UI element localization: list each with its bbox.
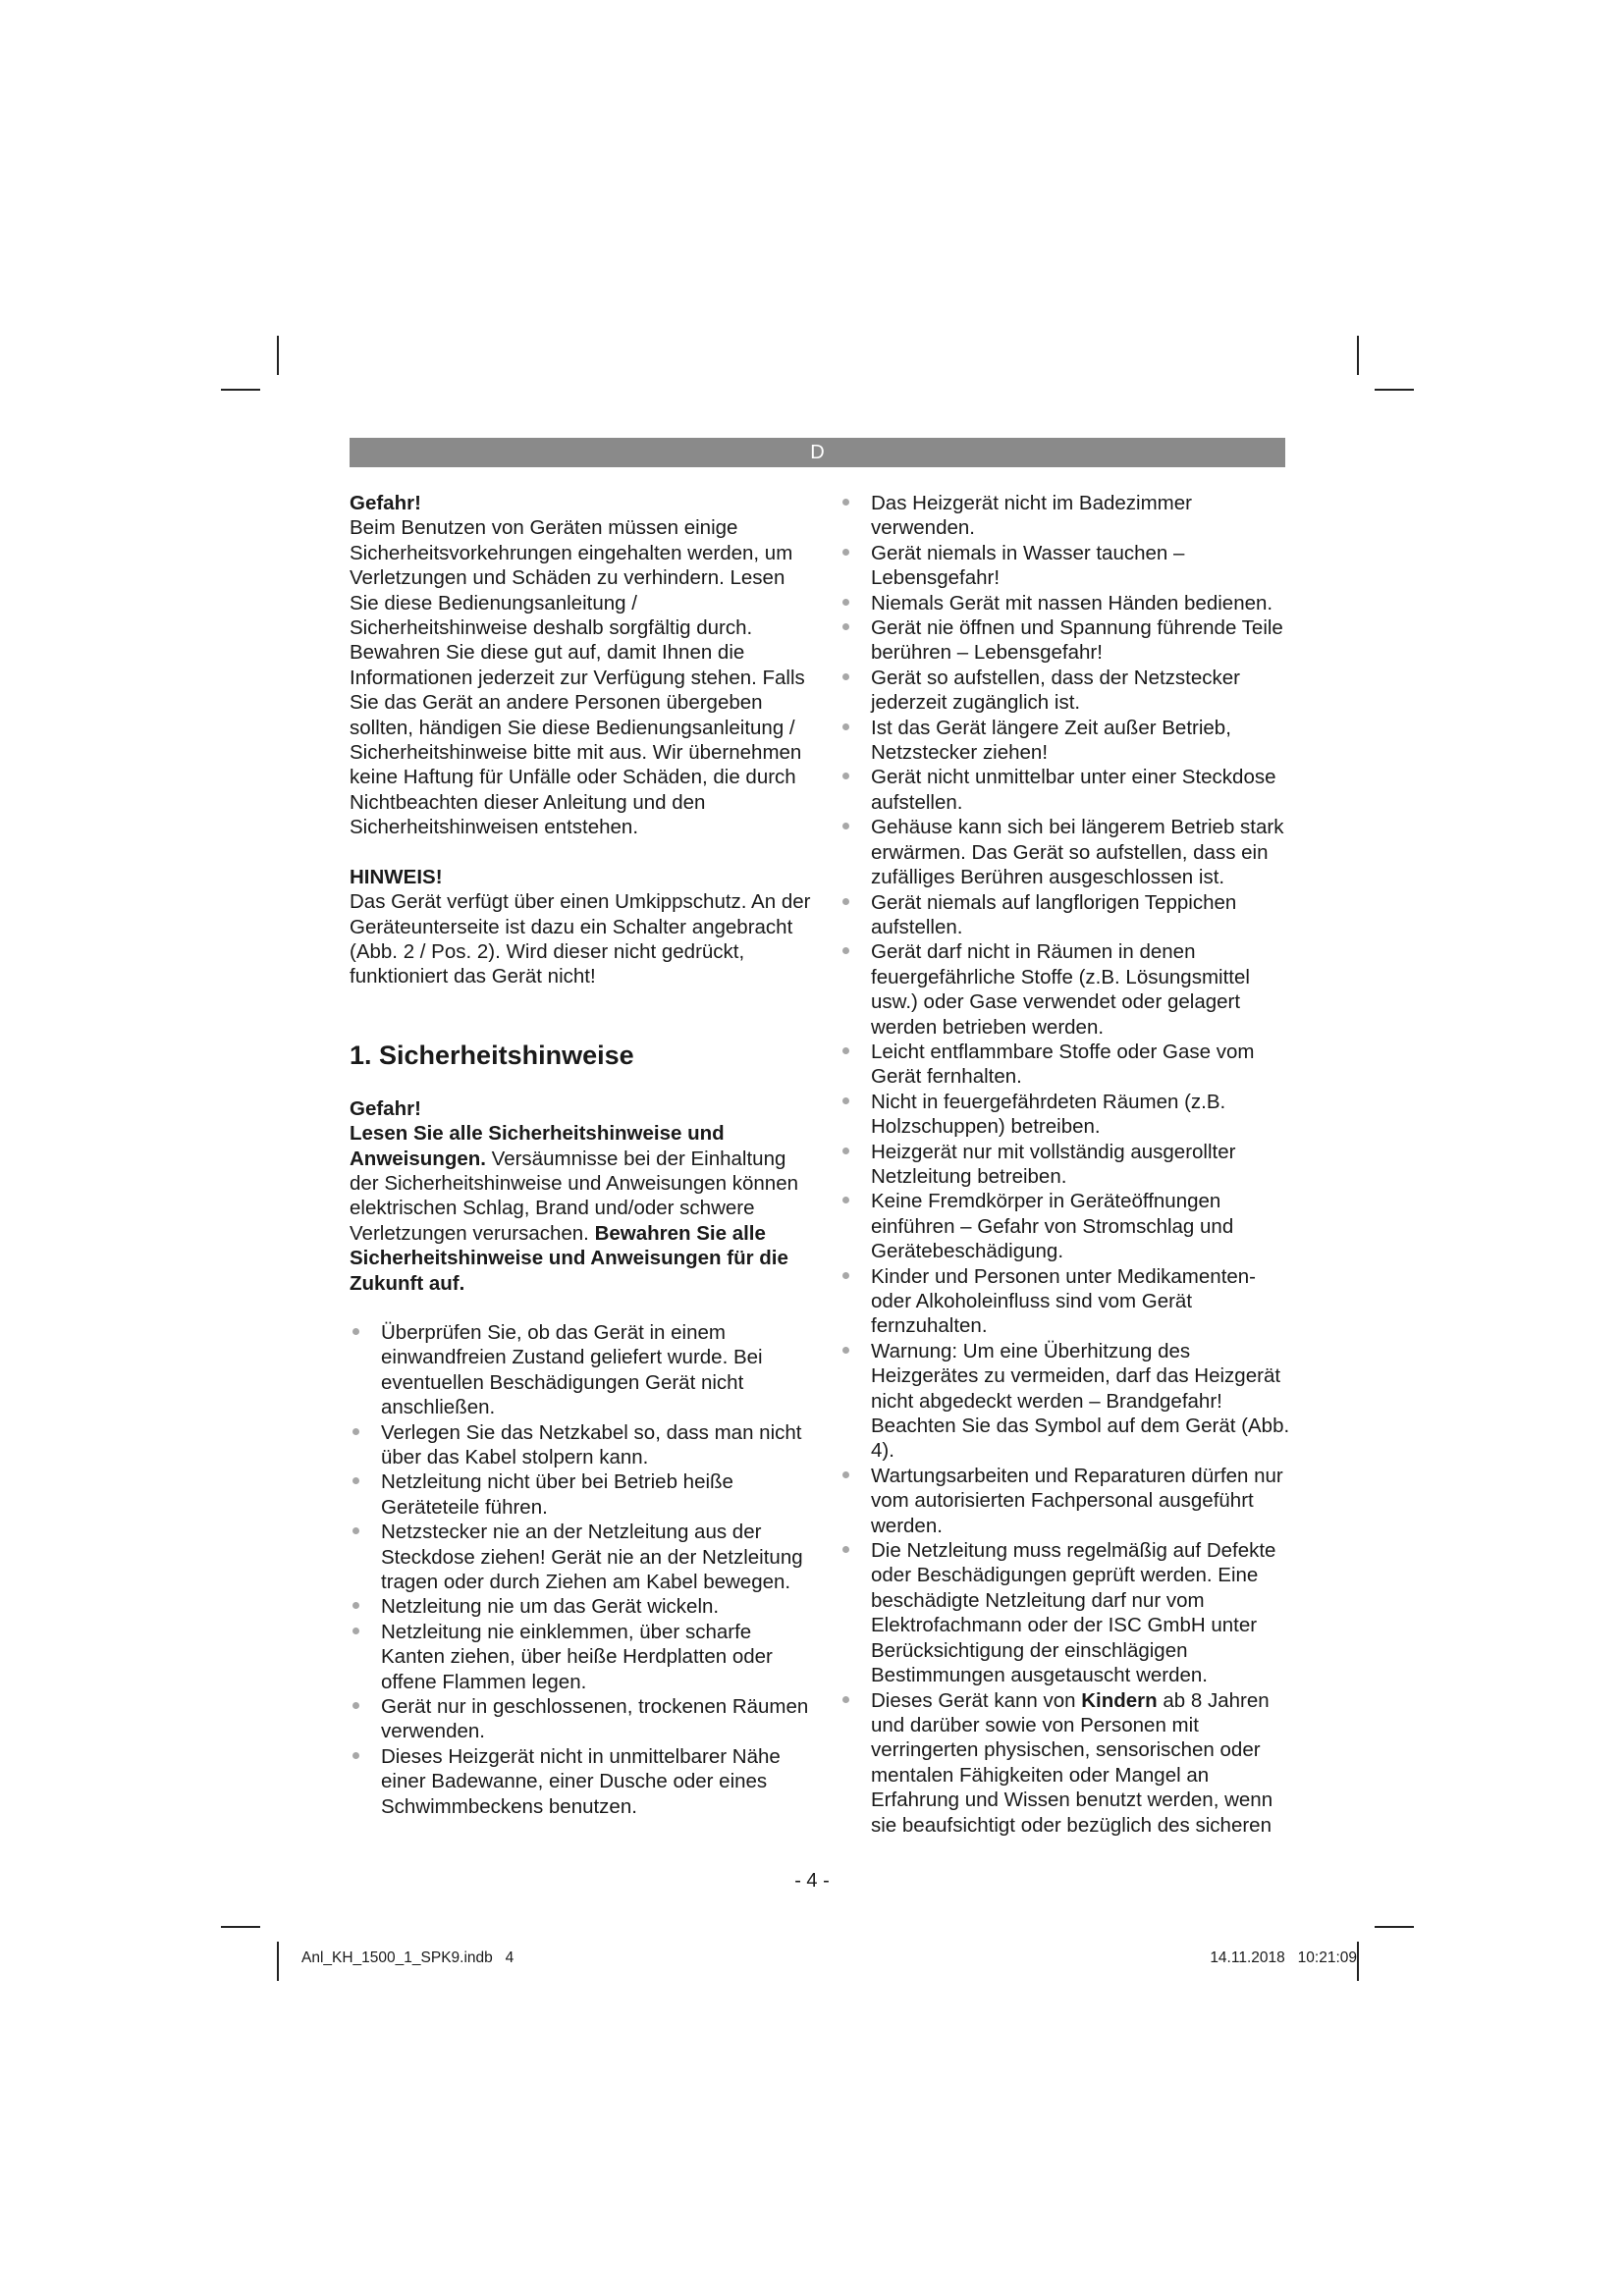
list-item: Ist das Gerät längere Zeit außer Betrieb, Netzstecker ziehen! xyxy=(839,716,1291,766)
list-item: Das Heizgerät nicht im Badezimmer verwenden. xyxy=(839,491,1291,541)
list-item: Gerät niemals auf langflorigen Teppichen aufstellen. xyxy=(839,890,1291,940)
language-label: D xyxy=(810,442,825,463)
right-bullet-list xyxy=(839,491,1291,1838)
list-item: Gerät nur in geschlossenen, trockenen Räumen verwenden. xyxy=(350,1694,811,1744)
list-item: Dieses Heizgerät nicht in unmittelbarer Nähe einer Badewanne, einer Dusche oder eines Schwimmbeckens benutzen. xyxy=(350,1744,811,1819)
list-item: Nicht in feuergefährdeten Räumen (z.B. Holzschuppen) betreiben. xyxy=(839,1090,1291,1140)
crop-mark-bottom-right-vertical xyxy=(1357,1942,1359,1981)
crop-mark-bottom-left-vertical xyxy=(277,1942,279,1981)
language-header-bar xyxy=(350,438,1285,467)
list-item: Gerät niemals in Wasser tauchen – Lebensgefahr! xyxy=(839,541,1291,591)
list-item: Kinder und Personen unter Medikamenten- oder Alkoholeinfluss sind vom Gerät fernzuhalten. xyxy=(839,1264,1291,1339)
list-item: Heizgerät nur mit vollständig ausgerollter Netzleitung betreiben. xyxy=(839,1140,1291,1190)
list-item: Überprüfen Sie, ob das Gerät in einem einwandfreien Zustand geliefert wurde. Bei eventuellen Beschädigungen Gerät nicht anschließen. xyxy=(350,1320,811,1420)
list-item-children xyxy=(839,1688,1291,1838)
list-item: Die Netzleitung muss regelmäßig auf Defekte oder Beschädigungen geprüft werden. Eine beschädigte Netzleitung darf nur vom Elektrofachmann oder der ISC GmbH unter Berücksichtigung der einschlägigen Bestimmungen ausgetauscht werden. xyxy=(839,1538,1291,1687)
warning-text: Beim Benutzen von Geräten müssen einige Sicherheitsvorkehrungen eingehalten werden, um Verletzungen und Schäden zu verhindern. Lesen Sie diese Bedienungsanleitung / Sicherheitshinweise deshalb sorgfältig durch. Bewahren Sie diese gut auf, damit Ihnen die Informationen jederzeit zur Verfügung stehen. Falls Sie das Gerät an andere Personen übergeben sollten, händigen Sie diese Bedienungsanleitung / Sicherheitshinweise bitte mit aus. Wir übernehmen keine Haftung für Unfälle oder Schäden, die durch Nichtbeachten dieser Anleitung und den Sicherheitshinweisen entstehen. xyxy=(350,516,805,839)
list-item: Netzleitung nicht über bei Betrieb heiße Geräteteile führen. xyxy=(350,1469,811,1520)
section-title: 1. Sicherheitshinweise xyxy=(350,1040,634,1070)
list-item: Gerät nie öffnen und Spannung führende Teile berühren – Lebensgefahr! xyxy=(839,615,1291,666)
crop-mark-top-left-horizontal xyxy=(221,389,260,391)
list-item: Verlegen Sie das Netzkabel so, dass man nicht über das Kabel stolpern kann. xyxy=(350,1420,811,1470)
note-text: Das Gerät verfügt über einen Umkippschutz. An der Geräteunterseite ist dazu ein Schalter angebracht (Abb. 2 / Pos. 2). Wird dieser nicht gedrückt, funktioniert das Gerät nicht! xyxy=(350,890,811,988)
danger-text xyxy=(350,1121,811,1296)
danger-bold-tail: Bewahren Sie alle Sicherheitshinweise und Anweisungen für die Zukunft auf. xyxy=(350,1221,788,1295)
crop-mark-bottom-left-horizontal xyxy=(221,1926,260,1928)
list-item: Warnung: Um eine Überhitzung des Heizgerätes zu vermeiden, darf das Heizgerät nicht abgedeckt werden – Brandgefahr! Beachten Sie das Symbol auf dem Gerät (Abb. 4). xyxy=(839,1339,1291,1464)
footer-file-name: Anl_KH_1500_1_SPK9.indb 4 xyxy=(301,1949,514,1966)
crop-mark-top-left-vertical xyxy=(277,336,279,375)
left-column xyxy=(350,491,811,1819)
list-item: Leicht entflammbare Stoffe oder Gase vom Gerät fernhalten. xyxy=(839,1040,1291,1090)
list-item: Wartungsarbeiten und Reparaturen dürfen nur vom autorisierten Fachpersonal ausgeführt werden. xyxy=(839,1464,1291,1538)
list-item: Netzstecker nie an der Netzleitung aus der Steckdose ziehen! Gerät nie an der Netzleitung tragen oder durch Ziehen am Kabel bewegen. xyxy=(350,1520,811,1594)
note-title: HINWEIS! xyxy=(350,865,443,888)
list-item: Gerät darf nicht in Räumen in denen feuergefährliche Stoffe (z.B. Lösungsmittel usw.) oder Gase verwendet oder gelagert werden betrieben werden. xyxy=(839,939,1291,1040)
crop-mark-top-right-vertical xyxy=(1357,336,1359,375)
crop-mark-top-right-horizontal xyxy=(1375,389,1414,391)
children-bold: Kindern xyxy=(1081,1688,1158,1712)
right-column xyxy=(839,491,1291,1838)
footer-timestamp: 14.11.2018 10:21:09 xyxy=(1210,1949,1357,1966)
list-item: Netzleitung nie um das Gerät wickeln. xyxy=(350,1594,811,1619)
list-item: Gerät nicht unmittelbar unter einer Steckdose aufstellen. xyxy=(839,765,1291,815)
page-number: - 4 - xyxy=(794,1870,830,1892)
danger-title: Gefahr! xyxy=(350,1096,421,1120)
danger-body: Versäumnisse bei der Einhaltung der Sicherheitshinweise und Anweisungen können elektrischen Schlag, Brand und/oder schwere Verletzungen verursachen. xyxy=(350,1147,799,1245)
list-item: Keine Fremdkörper in Geräteöffnungen einführen – Gefahr von Stromschlag und Gerätebeschädigung. xyxy=(839,1189,1291,1263)
list-item: Netzleitung nie einklemmen, über scharfe Kanten ziehen, über heiße Herdplatten oder offene Flammen legen. xyxy=(350,1620,811,1694)
crop-mark-bottom-right-horizontal xyxy=(1375,1926,1414,1928)
left-bullet-list xyxy=(350,1320,811,1819)
children-pre: Dieses Gerät kann von xyxy=(871,1688,1082,1712)
list-item: Gehäuse kann sich bei längerem Betrieb stark erwärmen. Das Gerät so aufstellen, dass ein zufälliges Berühren ausgeschlossen ist. xyxy=(839,815,1291,889)
list-item: Gerät so aufstellen, dass der Netzstecker jederzeit zugänglich ist. xyxy=(839,666,1291,716)
children-post: ab 8 Jahren und darüber sowie von Personen mit verringerten physischen, sensorischen oder mentalen Fähigkeiten oder Mangel an Erfahrung und Wissen benutzt werden, wenn sie beaufsichtigt oder bezüglich des sicheren xyxy=(871,1688,1273,1837)
warning-title: Gefahr! xyxy=(350,492,421,514)
list-item: Niemals Gerät mit nassen Händen bedienen. xyxy=(839,591,1291,615)
danger-bold-lead: Lesen Sie alle Sicherheitshinweise und Anweisungen. xyxy=(350,1122,725,1170)
